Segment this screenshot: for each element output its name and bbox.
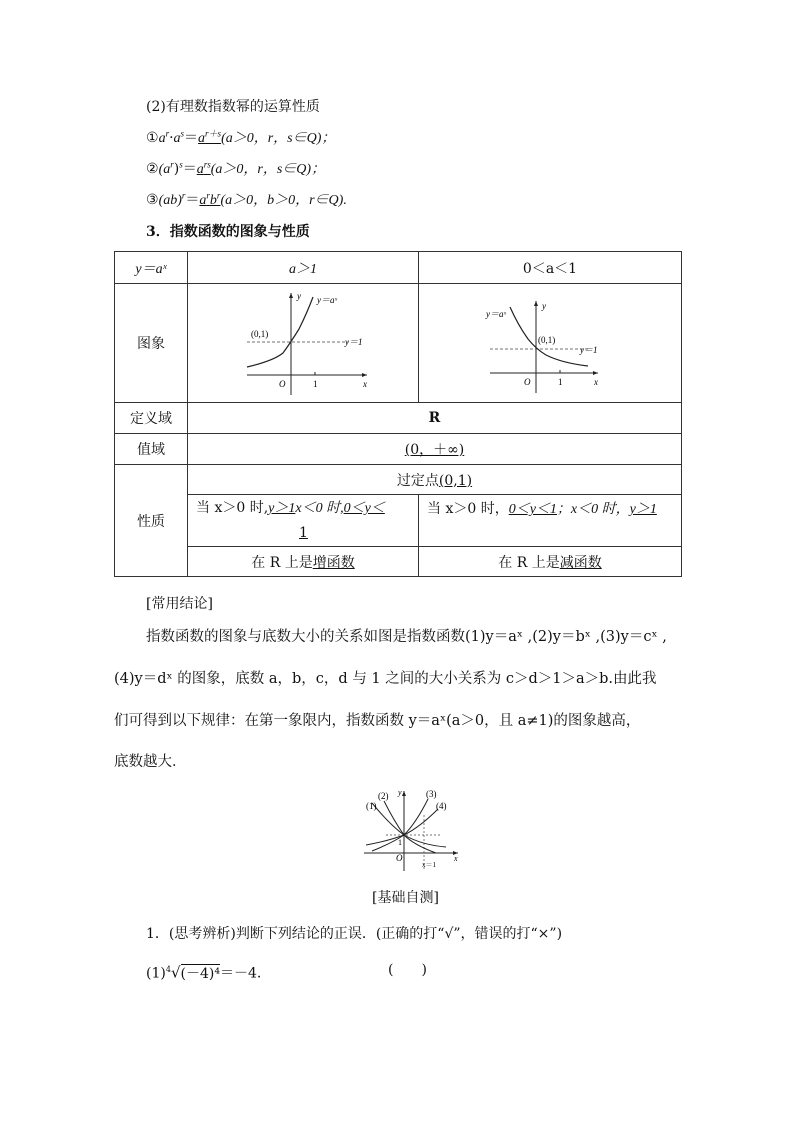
x-label: x: [454, 854, 458, 863]
question-1-1: $(1)^4√(-4)^4=-4$.: [146, 963, 262, 982]
prop-decreasing: 当 x＞0 时，0＜y＜1；x＜0 时，y＞1: [419, 495, 682, 547]
x-equals-1-label: x＝1: [422, 861, 436, 869]
rule-3: $③(ab)^r=a^rb^r(a>0$，b＞0，r∈Q).: [146, 190, 347, 208]
fixed-point: 过定点(0,1): [188, 465, 682, 495]
y-arrow: [402, 791, 406, 796]
curve-2: [384, 801, 436, 853]
label-3: (3): [426, 789, 437, 799]
row-label-domain: 定义域: [115, 403, 188, 434]
x-arrow: [362, 373, 367, 377]
question-1: 1．(思考辨析)判断下列结论的正误．(正确的打“√”，错误的打“×”): [146, 926, 563, 942]
row-label-range: 值域: [115, 434, 188, 465]
y-label: y: [398, 788, 402, 797]
graph-increasing-svg: [233, 287, 373, 399]
line-label: y＝1: [580, 345, 598, 355]
conclusion-line-2: (4)y＝dˣ 的图象，底数 a，b，c，d 与 1 之间的大小关系为 c＞d＞1＞a＞b.由此我: [114, 671, 657, 687]
graph-increasing: [188, 284, 419, 403]
label-4: (4): [436, 801, 447, 811]
graph-decreasing: [419, 284, 682, 403]
point-label: (0,1): [251, 329, 269, 339]
curve-4: [366, 809, 438, 845]
rule-2: $②(a^r)^s=a^{rs}(a>0$，r，s∈Q)；: [146, 159, 326, 177]
section-2-heading: (2)有理数指数幂的运算性质: [146, 99, 320, 115]
tick-label: 1: [398, 838, 402, 847]
x-axis-label: x: [594, 377, 598, 387]
section-3-heading: 3．指数函数的图象与性质: [146, 224, 310, 240]
tick-label: 1: [558, 377, 563, 387]
mono-decreasing: 在 R 上是减函数: [419, 547, 682, 577]
selftest-heading: [基础自测]: [372, 890, 439, 906]
graph-decreasing-svg: [480, 287, 620, 399]
x-axis-label: x: [363, 379, 367, 389]
domain-value: R: [188, 403, 682, 434]
origin-label: O: [279, 379, 286, 389]
y-arrow: [534, 301, 538, 306]
row-label-graph: 图象: [115, 284, 188, 403]
origin-label: O: [396, 853, 403, 863]
y-arrow: [289, 293, 293, 298]
curve-label: y＝aˣ: [317, 295, 338, 305]
conclusion-line-4: 底数越大．: [114, 754, 187, 770]
origin-label: O: [524, 377, 531, 387]
answer-blank-1: ( ): [388, 962, 427, 978]
base-comparison-figure: [362, 785, 462, 877]
header-function: y＝aˣ: [115, 252, 188, 284]
mono-increasing: 在 R 上是增函数: [188, 547, 419, 577]
prop-increasing: 当 x＞0 时,y＞1x＜0 时,0＜y＜ 1: [188, 495, 419, 547]
label-1: (1): [366, 801, 377, 811]
header-a-lt-1: 0＜a＜1: [419, 252, 682, 284]
y-axis-label: y: [297, 291, 301, 301]
y-axis-label: y: [542, 301, 546, 311]
conclusion-line-1: 指数函数的图象与底数大小的关系如图是指数函数(1)y＝aˣ ,(2)y＝bˣ ,(3)y＝cˣ ,: [146, 629, 667, 645]
rule-1: $①a^r\cdot a^s=a^{r+s}(a>0$，r，s∈Q)；: [146, 128, 336, 146]
conclusion-line-3: 们可得到以下规律：在第一象限内，指数函数 y＝aˣ(a＞0，且 a≠1)的图象越高，: [114, 713, 641, 729]
row-label-props: 性质: [115, 465, 188, 577]
range-value: (0，＋∞): [188, 434, 682, 465]
conclusion-heading: [常用结论]: [146, 596, 213, 612]
curve-label: y＝aˣ: [486, 309, 507, 319]
header-a-gt-1: a＞1: [188, 252, 419, 284]
tick-label: 1: [313, 379, 318, 389]
point-label: (0,1): [538, 335, 556, 345]
exp-function-table: [114, 251, 682, 577]
line-label: y＝1: [345, 337, 363, 347]
curve-1: [372, 803, 446, 847]
x-arrow: [593, 371, 598, 375]
label-2: (2): [378, 791, 389, 801]
